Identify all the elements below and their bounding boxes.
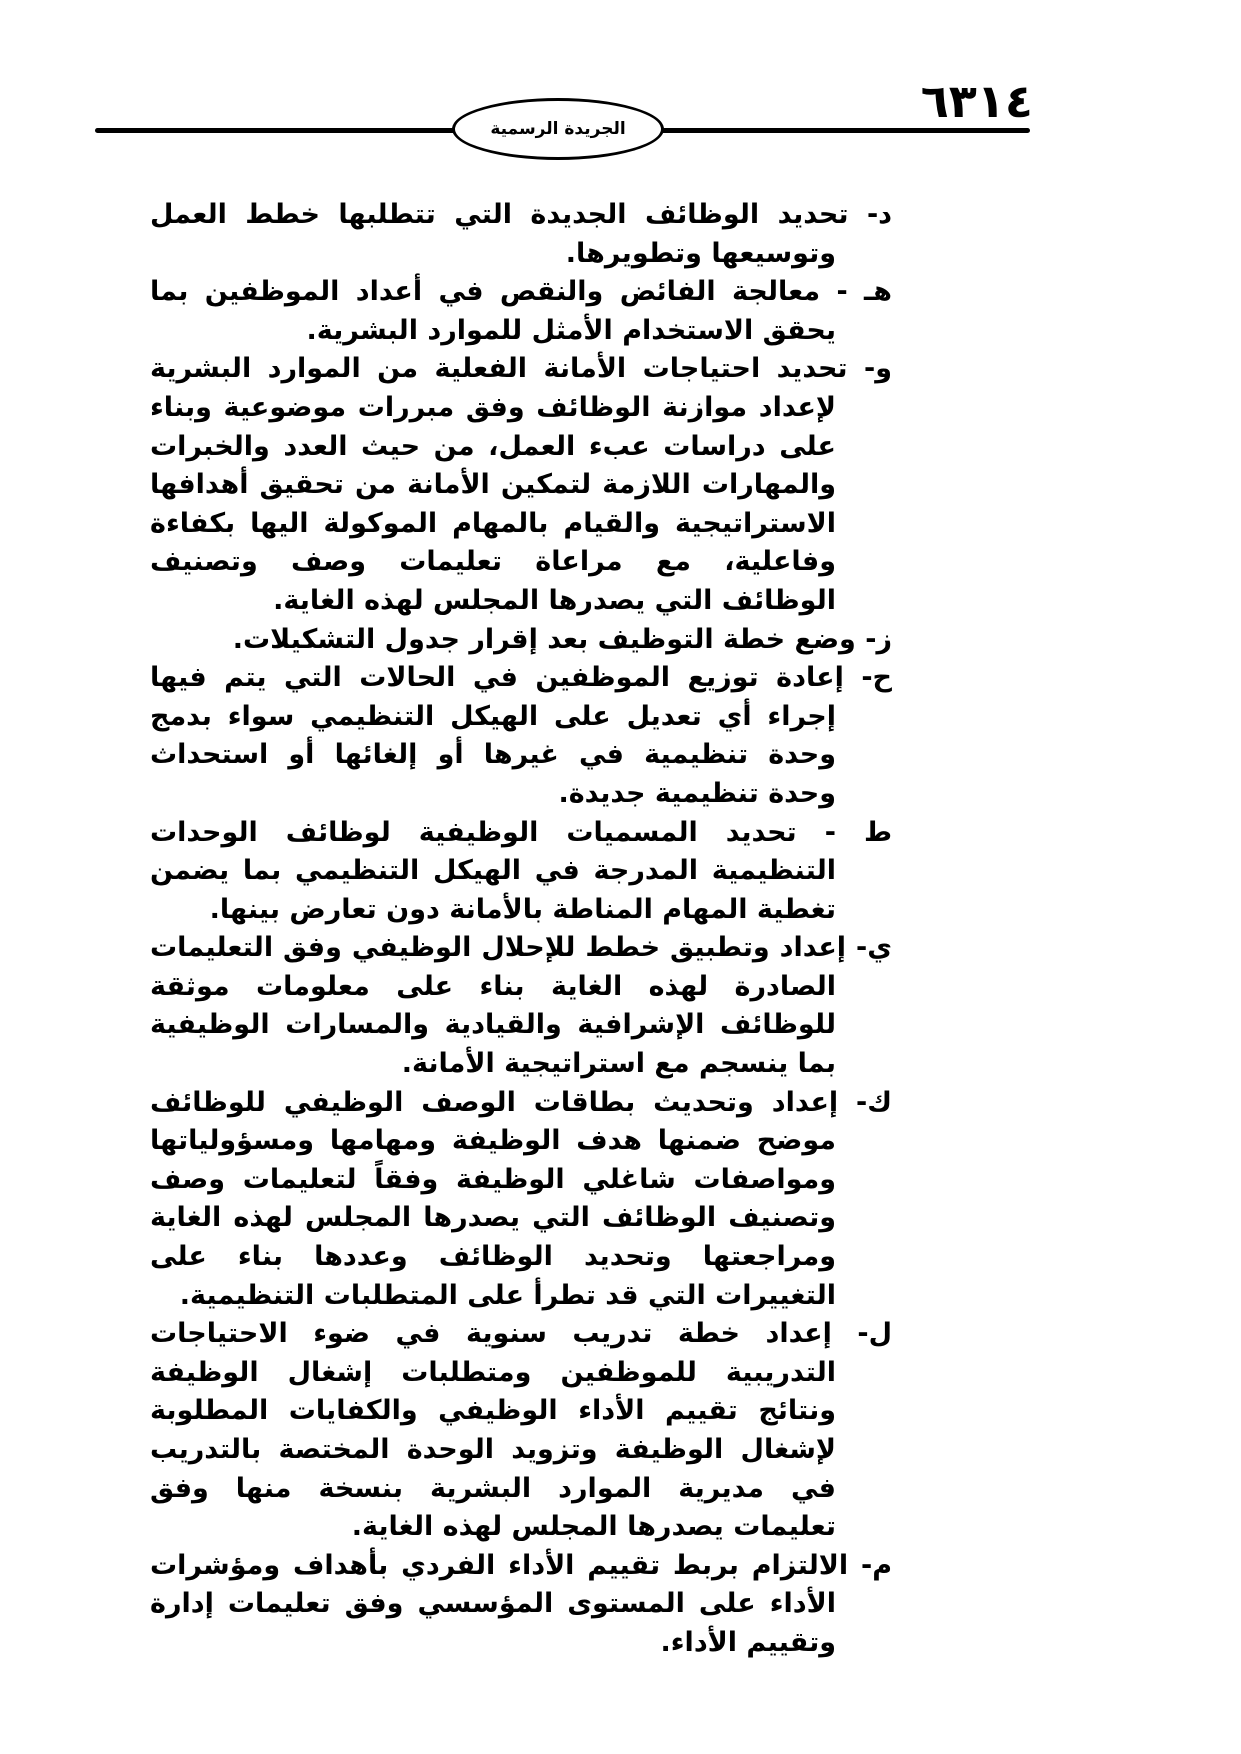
list-item-text: إعداد خطة تدريب سنوية في ضوء الاحتياجات التدريبية للموظفين ومتطلبات إشغال الوظيفة ونتائج تقييم الأداء الوظيفي والكفايات المطلوبة لإشغال الوظيفة وتزويد الوحدة المختصة بالتدريب في مديرية الموارد البشرية بنسخة منها وفق تعليمات يصدرها المجلس لهذه الغاية.	[150, 1318, 836, 1543]
list-item-text: إعادة توزيع الموظفين في الحالات التي يتم فيها إجراء أي تعديل على الهيكل التنظيمي سواء بدمج وحدة تنظيمية في غيرها أو إلغائها أو استحداث وحدة تنظيمية جديدة.	[150, 662, 844, 809]
list-item	[150, 1315, 892, 1547]
list-item	[150, 350, 892, 620]
badge-label: الجريدة الرسمية	[490, 119, 626, 139]
list-item-marker: ز-	[865, 623, 892, 655]
list-item	[150, 1084, 892, 1316]
list-item-marker: د-	[866, 199, 892, 230]
list-item-text: الالتزام بربط تقييم الأداء الفردي بأهداف ومؤشرات الأداء على المستوى المؤسسي وفق تعليمات إدارة وتقييم الأداء.	[150, 1549, 849, 1658]
list-item-text: إعداد وتحديث بطاقات الوصف الوظيفي للوظائف موضح ضمنها هدف الوظيفة ومهامها ومسؤولياتها ومواصفات شاغلي الوظيفة وفقاً لتعليمات وصف وتصنيف الوظائف التي يصدرها المجلس لهذه الغاية ومراجعتها وتحديد الوظائف وعددها بناء على التغييرات التي قد تطرأ على المتطلبات التنظيمية.	[150, 1086, 839, 1311]
list-item-marker: ي-	[856, 932, 892, 964]
list-item	[150, 273, 892, 350]
list-item-marker: و-	[864, 353, 892, 385]
list-item-marker: ل-	[857, 1318, 892, 1350]
list-item-marker: ك-	[856, 1086, 892, 1118]
list-item	[150, 814, 892, 930]
list-item	[150, 929, 892, 1083]
list-item-text: إعداد وتطبيق خطط للإحلال الوظيفي وفق التعليمات الصادرة لهذه الغاية بناء على معلومات موثقة للوظائف الإشرافية والقيادية والمسارات الوظيفية بما ينسجم مع استراتيجية الأمانة.	[150, 932, 847, 1080]
list-item-marker: ط -	[824, 816, 892, 848]
list-item	[150, 1547, 892, 1663]
list-item	[150, 196, 892, 273]
list-item-text: تحديد الوظائف الجديدة التي تتطلبها خطط العمل وتوسيعها وتطويرها.	[150, 199, 849, 269]
list-item-text: وضع خطة التوظيف بعد إقرار جدول التشكيلات.	[232, 623, 856, 655]
list-item-marker: م-	[861, 1549, 892, 1581]
list-item-marker: ح-	[861, 662, 892, 694]
header-badge	[452, 98, 664, 160]
list-item-text: تحديد احتياجات الأمانة الفعلية من الموارد البشرية لإعداد موازنة الوظائف وفق مبررات موضوعية وبناء على دراسات عبء العمل، من حيث العدد والخبرات والمهارات اللازمة لتمكين الأمانة من تحقيق أهدافها الاستراتيجية والقيام بالمهام الموكولة اليها بكفاءة وفاعلية، مع مراعاة تعليمات وصف وتصنيف الوظائف التي يصدرها المجلس لهذه الغاية.	[150, 353, 848, 616]
list-item	[150, 659, 892, 813]
page-number: ٦٣١٤	[920, 74, 1033, 128]
document-body	[150, 196, 892, 1663]
list-item	[150, 621, 892, 660]
list-item-text: معالجة الفائض والنقص في أعداد الموظفين بما يحقق الاستخدام الأمثل للموارد البشرية.	[150, 276, 836, 346]
list-item-text: تحديد المسميات الوظيفية لوظائف الوحدات التنظيمية المدرجة في الهيكل التنظيمي بما يضمن تغطية المهام المناطة بالأمانة دون تعارض بينها.	[150, 816, 836, 925]
list-item-marker: هـ -	[836, 276, 892, 308]
